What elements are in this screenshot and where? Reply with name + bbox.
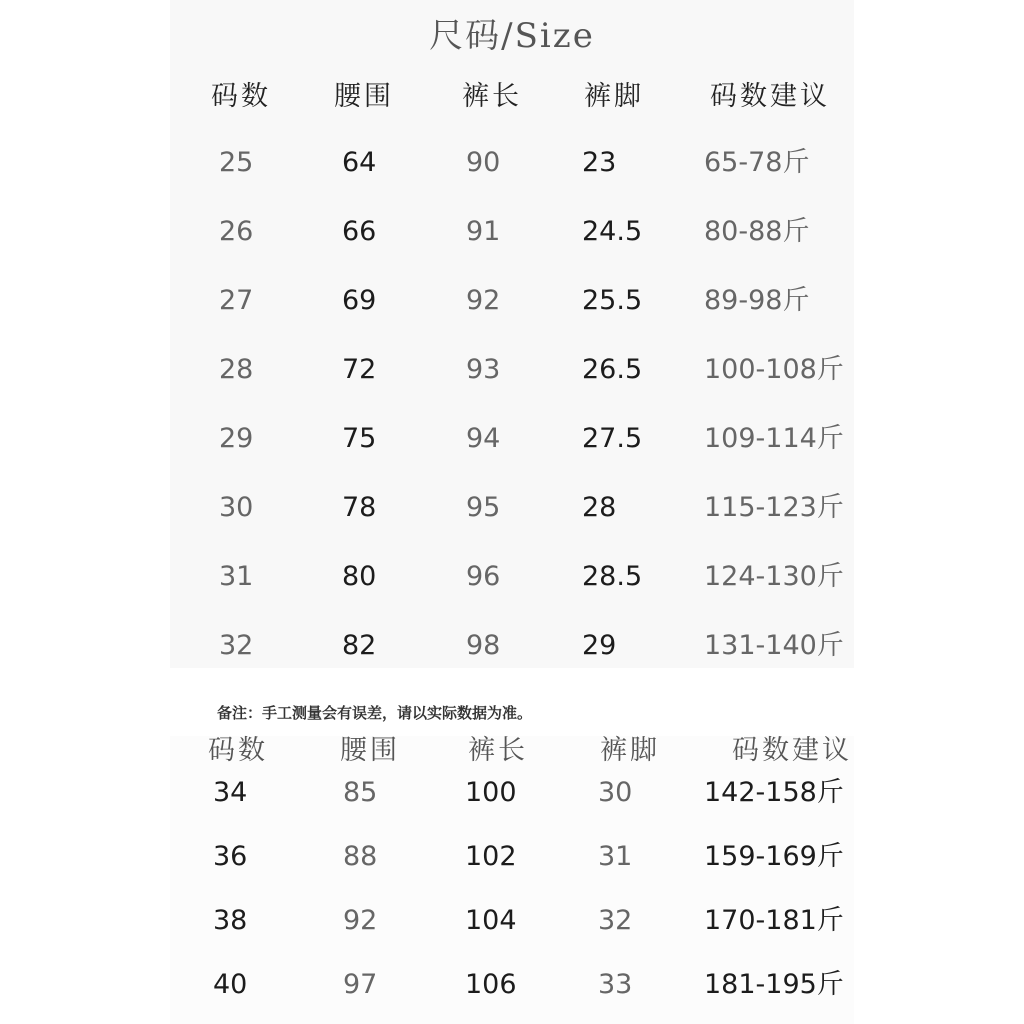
table-cell: 27 xyxy=(219,285,254,316)
table-cell: 30 xyxy=(219,492,254,523)
table-cell: 29 xyxy=(219,423,254,454)
column-header: 码数建议 xyxy=(732,735,852,766)
table-cell: 31 xyxy=(598,841,633,872)
column-header: 裤长 xyxy=(468,735,528,766)
table-row xyxy=(0,896,1024,946)
table-cell: 159-169斤 xyxy=(704,841,844,872)
table-row xyxy=(0,621,1024,671)
column-header: 码数 xyxy=(208,735,268,766)
table-cell: 80-88斤 xyxy=(704,216,810,247)
table-cell: 124-130斤 xyxy=(704,561,844,592)
table-cell: 97 xyxy=(343,969,378,1000)
table-cell: 96 xyxy=(466,561,501,592)
table-cell: 109-114斤 xyxy=(704,423,844,454)
column-header: 腰围 xyxy=(334,81,394,112)
table-cell: 66 xyxy=(342,216,377,247)
table-cell: 38 xyxy=(213,905,248,936)
table-cell: 82 xyxy=(342,630,377,661)
table-cell: 36 xyxy=(213,841,248,872)
table-cell: 40 xyxy=(213,969,248,1000)
table-cell: 90 xyxy=(466,147,501,178)
table-cell: 64 xyxy=(342,147,377,178)
table-cell: 78 xyxy=(342,492,377,523)
table-cell: 102 xyxy=(465,841,517,872)
table-cell: 29 xyxy=(582,630,617,661)
table-cell: 72 xyxy=(342,354,377,385)
table-row xyxy=(0,552,1024,602)
table-cell: 26 xyxy=(219,216,254,247)
table-cell: 100 xyxy=(465,777,517,808)
table-cell: 75 xyxy=(342,423,377,454)
table-cell: 33 xyxy=(598,969,633,1000)
table-cell: 24.5 xyxy=(582,216,643,247)
table-cell: 91 xyxy=(466,216,501,247)
table-cell: 95 xyxy=(466,492,501,523)
table-row xyxy=(0,768,1024,818)
table-cell: 115-123斤 xyxy=(704,492,844,523)
table-cell: 104 xyxy=(465,905,517,936)
measurement-note: 备注：手工测量会有误差，请以实际数据为准。 xyxy=(217,704,533,722)
table-cell: 92 xyxy=(343,905,378,936)
table-cell: 65-78斤 xyxy=(704,147,810,178)
table-row xyxy=(0,345,1024,395)
column-header: 码数建议 xyxy=(710,81,830,112)
table-cell: 100-108斤 xyxy=(704,354,844,385)
table-row xyxy=(0,207,1024,257)
table-cell: 25.5 xyxy=(582,285,643,316)
table-cell: 32 xyxy=(219,630,254,661)
table-row xyxy=(0,832,1024,882)
table-cell: 28.5 xyxy=(582,561,643,592)
table-cell: 26.5 xyxy=(582,354,643,385)
column-header: 腰围 xyxy=(340,735,400,766)
table-cell: 85 xyxy=(343,777,378,808)
table-cell: 27.5 xyxy=(582,423,643,454)
table-cell: 94 xyxy=(466,423,501,454)
page-title: 尺码/Size xyxy=(429,16,595,56)
table-cell: 170-181斤 xyxy=(704,905,844,936)
table-header-row xyxy=(0,72,1024,122)
table-cell: 131-140斤 xyxy=(704,630,844,661)
table-cell: 25 xyxy=(219,147,254,178)
table-cell: 32 xyxy=(598,905,633,936)
table-cell: 98 xyxy=(466,630,501,661)
table-row xyxy=(0,276,1024,326)
table-cell: 89-98斤 xyxy=(704,285,810,316)
table-cell: 93 xyxy=(466,354,501,385)
table-cell: 181-195斤 xyxy=(704,969,844,1000)
table-cell: 28 xyxy=(582,492,617,523)
table-row xyxy=(0,483,1024,533)
table-cell: 80 xyxy=(342,561,377,592)
column-header: 码数 xyxy=(211,81,271,112)
table-row xyxy=(0,960,1024,1010)
column-header: 裤脚 xyxy=(600,735,660,766)
table-cell: 106 xyxy=(465,969,517,1000)
table-cell: 28 xyxy=(219,354,254,385)
table-cell: 31 xyxy=(219,561,254,592)
table-cell: 69 xyxy=(342,285,377,316)
table-cell: 142-158斤 xyxy=(704,777,844,808)
column-header: 裤长 xyxy=(462,81,522,112)
table-row xyxy=(0,138,1024,188)
table-cell: 30 xyxy=(598,777,633,808)
table-cell: 92 xyxy=(466,285,501,316)
table-cell: 88 xyxy=(343,841,378,872)
table-cell: 23 xyxy=(582,147,617,178)
table-cell: 34 xyxy=(213,777,248,808)
column-header: 裤脚 xyxy=(584,81,644,112)
table-row xyxy=(0,414,1024,464)
